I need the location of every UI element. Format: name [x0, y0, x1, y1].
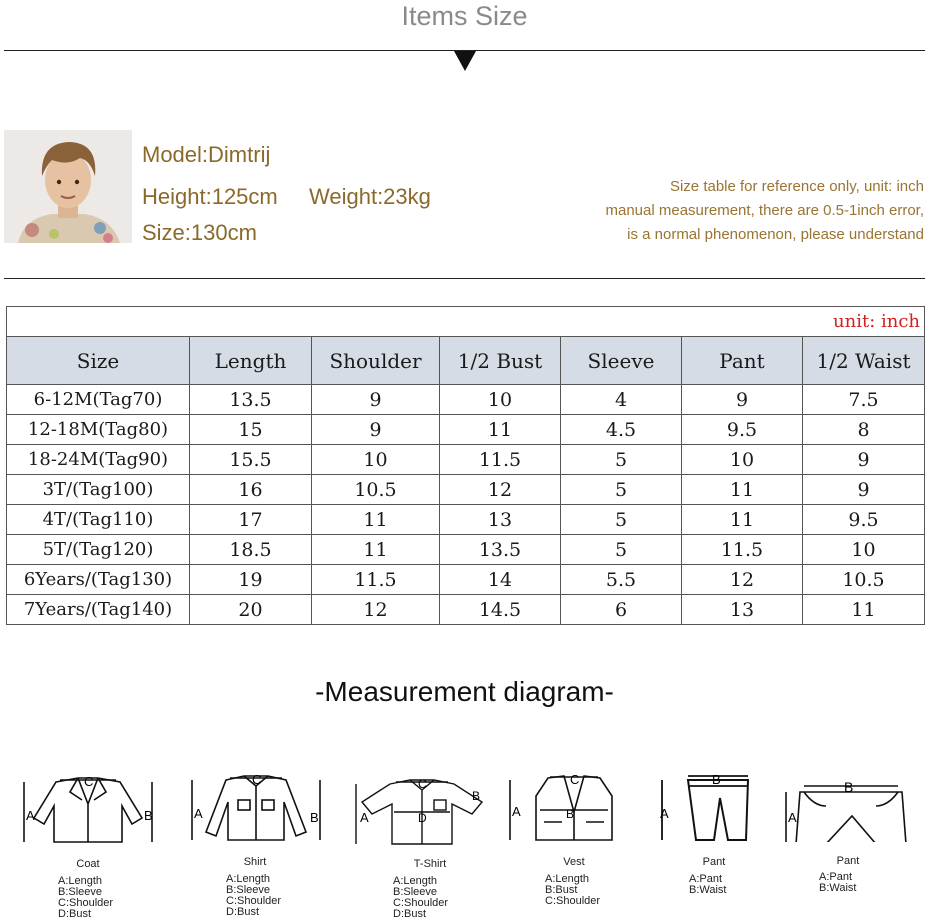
table-row	[7, 445, 925, 475]
coat-legend: A:Length B:Sleeve C:Shoulder D:Bust	[58, 875, 114, 920]
model-weight: Weight:23kg	[309, 184, 431, 209]
measurement-cell: 12	[312, 595, 440, 625]
column-header: Length	[190, 337, 312, 385]
size-note-line: is a normal phenomenon, please understand	[627, 226, 924, 243]
column-header: Sleeve	[561, 337, 682, 385]
diagram-mark: A	[194, 806, 203, 821]
table-row	[7, 565, 925, 595]
diagram-mark: A	[26, 808, 35, 823]
measurement-cell: 9	[803, 445, 925, 475]
shirt-label: Shirt	[243, 856, 267, 868]
model-size: Size:130cm	[142, 220, 257, 245]
size-cell: 3T/(Tag100)	[7, 475, 190, 505]
unit-row	[7, 307, 925, 337]
tshirt-legend: A:Length B:Sleeve C:Shoulder D:Bust	[393, 875, 449, 920]
pant-long-label: Pant	[702, 856, 726, 868]
measurement-cell: 20	[190, 595, 312, 625]
measurement-cell: 10	[803, 535, 925, 565]
column-header: Shoulder	[312, 337, 440, 385]
size-note-line: Size table for reference only, unit: inch	[669, 178, 924, 195]
measurement-cell: 11	[682, 475, 803, 505]
diagram-mark: C	[570, 772, 580, 787]
measurement-cell: 9	[312, 385, 440, 415]
pant-long-diagram-icon	[648, 772, 788, 842]
measurement-cell: 13.5	[440, 535, 561, 565]
size-cell: 7Years/(Tag140)	[7, 595, 190, 625]
pant-short-diagram-icon	[780, 772, 920, 842]
measurement-cell: 11.5	[682, 535, 803, 565]
table-row	[7, 475, 925, 505]
diagram-mark: C	[252, 772, 262, 787]
diagram-mark: B	[144, 808, 153, 823]
coat-label: Coat	[76, 858, 100, 870]
table-body	[7, 385, 925, 625]
measurement-cell: 11	[803, 595, 925, 625]
measurement-cell: 7.5	[803, 385, 925, 415]
size-table	[6, 306, 925, 625]
measurement-cell: 19	[190, 565, 312, 595]
measurement-cell: 4	[561, 385, 682, 415]
table-row	[7, 535, 925, 565]
column-header: Pant	[682, 337, 803, 385]
pant-short-label: Pant	[836, 855, 860, 867]
column-header: Size	[7, 337, 190, 385]
measurement-cell: 6	[561, 595, 682, 625]
measurement-cell: 9	[682, 385, 803, 415]
measurement-cell: 8	[803, 415, 925, 445]
size-cell: 6Years/(Tag130)	[7, 565, 190, 595]
measurement-cell: 11	[312, 535, 440, 565]
model-photo	[4, 130, 132, 243]
diagram-mark: B	[844, 779, 854, 795]
page-title: Items Size	[401, 1, 528, 31]
unit-label: unit: inch	[7, 307, 925, 337]
diagram-mark: A	[512, 804, 521, 819]
coat-diagram-icon	[18, 774, 158, 844]
measurement-cell: 14	[440, 565, 561, 595]
measurement-cell: 9	[312, 415, 440, 445]
down-triangle-icon	[454, 51, 476, 71]
column-header: 1/2 Bust	[440, 337, 561, 385]
pant-short-legend: A:Pant B:Waist	[819, 871, 857, 894]
size-cell: 4T/(Tag110)	[7, 505, 190, 535]
vest-legend: A:Length B:Bust C:Shoulder	[545, 873, 601, 907]
measurement-cell: 5.5	[561, 565, 682, 595]
measurement-cell: 10.5	[803, 565, 925, 595]
table-header-row	[7, 337, 925, 385]
table-row	[7, 415, 925, 445]
tshirt-label: T-Shirt	[413, 858, 447, 870]
measurement-cell: 5	[561, 445, 682, 475]
diagram-mark: C	[418, 777, 427, 791]
model-name: Model:Dimtrij	[142, 142, 271, 167]
diagram-mark: A	[788, 810, 797, 825]
size-note-line: manual measurement, there are 0.5-1inch error,	[605, 202, 924, 219]
measurement-cell: 15.5	[190, 445, 312, 475]
measurement-cell: 13.5	[190, 385, 312, 415]
measurement-cell: 13	[440, 505, 561, 535]
size-cell: 18-24M(Tag90)	[7, 445, 190, 475]
measurement-cell: 10	[312, 445, 440, 475]
diagram-mark: D	[418, 811, 427, 825]
shirt-diagram-icon	[186, 772, 326, 842]
measurement-cell: 10	[440, 385, 561, 415]
measurement-cell: 16	[190, 475, 312, 505]
size-cell: 6-12M(Tag70)	[7, 385, 190, 415]
measurement-cell: 14.5	[440, 595, 561, 625]
table-row	[7, 385, 925, 415]
measurement-cell: 11	[312, 505, 440, 535]
pant-long-legend: A:Pant B:Waist	[689, 873, 727, 896]
diagram-mark: B	[310, 810, 319, 825]
measurement-cell: 5	[561, 505, 682, 535]
divider-middle	[4, 278, 925, 279]
measurement-cell: 12	[682, 565, 803, 595]
measurement-cell: 9.5	[803, 505, 925, 535]
model-height: Height:125cm	[142, 184, 278, 209]
diagram-mark: B	[472, 789, 481, 803]
vest-label: Vest	[563, 856, 585, 868]
diagram-mark: B	[566, 807, 575, 821]
measurement-cell: 9.5	[682, 415, 803, 445]
measurement-cell: 5	[561, 475, 682, 505]
tshirt-diagram-icon	[352, 776, 492, 846]
shirt-legend: A:Length B:Sleeve C:Shoulder D:Bust	[226, 873, 282, 918]
measurement-cell: 9	[803, 475, 925, 505]
vest-diagram-icon	[504, 772, 644, 842]
size-cell: 12-18M(Tag80)	[7, 415, 190, 445]
measurement-cell: 11.5	[312, 565, 440, 595]
diagram-mark: C	[84, 774, 94, 789]
measurement-cell: 4.5	[561, 415, 682, 445]
measurement-cell: 12	[440, 475, 561, 505]
measurement-cell: 13	[682, 595, 803, 625]
measurement-cell: 11.5	[440, 445, 561, 475]
diagram-title: -Measurement diagram-	[315, 676, 614, 707]
column-header: 1/2 Waist	[803, 337, 925, 385]
diagram-mark: A	[360, 810, 369, 825]
size-cell: 5T/(Tag120)	[7, 535, 190, 565]
measurement-cell: 11	[682, 505, 803, 535]
measurement-cell: 5	[561, 535, 682, 565]
measurement-cell: 18.5	[190, 535, 312, 565]
diagram-mark: B	[712, 772, 721, 787]
measurement-cell: 11	[440, 415, 561, 445]
table-row	[7, 505, 925, 535]
measurement-cell: 15	[190, 415, 312, 445]
table-row	[7, 595, 925, 625]
diagram-mark: A	[660, 806, 669, 821]
measurement-cell: 10	[682, 445, 803, 475]
measurement-cell: 10.5	[312, 475, 440, 505]
measurement-cell: 17	[190, 505, 312, 535]
